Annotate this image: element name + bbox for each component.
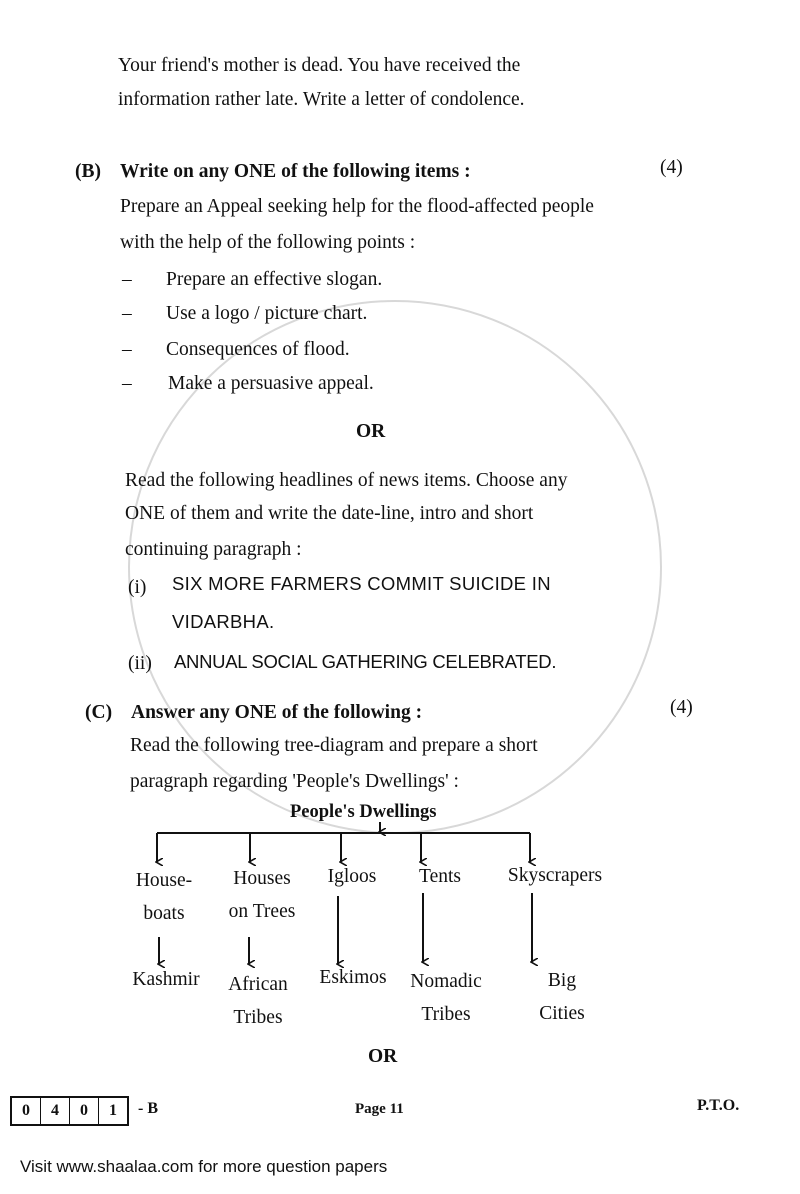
point: Make a persuasive appeal. <box>168 373 374 394</box>
tree-node: Tents <box>419 866 461 887</box>
code-digit: 0 <box>12 1098 41 1124</box>
section-c-heading: Answer any ONE of the following : <box>131 702 423 723</box>
headline: ANNUAL SOCIAL GATHERING CELEBRATED. <box>174 651 557 672</box>
intro-line: information rather late. Write a letter of condolence. <box>118 89 525 110</box>
point: Prepare an effective slogan. <box>166 269 383 290</box>
page-number: Page 11 <box>355 1101 404 1117</box>
tree-node: Houses on Trees <box>228 868 296 922</box>
bullet: – <box>122 303 132 324</box>
or-separator: OR <box>356 421 386 442</box>
section-c-label: (C) <box>85 702 113 723</box>
headline: VIDARBHA. <box>172 611 275 632</box>
tree-root: People's Dwellings <box>290 802 437 822</box>
code-digit: 4 <box>41 1098 70 1124</box>
code-digit: 0 <box>70 1098 99 1124</box>
prompt-line: Read the following tree-diagram and prepare a short <box>130 735 538 756</box>
site-note: Visit www.shaalaa.com for more question papers <box>20 1157 388 1176</box>
headline-number: (i) <box>128 577 147 598</box>
headline-number: (ii) <box>128 653 152 674</box>
paper-code-suffix: - B <box>138 1100 158 1117</box>
prompt-line: Read the following headlines of news items. Choose any <box>125 470 568 491</box>
tree-leaf: Eskimos <box>319 967 387 988</box>
section-b-label: (B) <box>75 161 101 182</box>
section-b-marks: (4) <box>660 157 683 178</box>
prompt-line: continuing paragraph : <box>125 539 302 560</box>
bullet: – <box>122 373 132 394</box>
tree-leaf: African Tribes <box>228 974 288 1028</box>
tree-leaf: Nomadic Tribes <box>410 971 482 1025</box>
prompt-line: Prepare an Appeal seeking help for the flood-affected people <box>120 196 594 217</box>
section-c-marks: (4) <box>670 697 693 718</box>
prompt-line: with the help of the following points : <box>120 232 416 253</box>
point: Use a logo / picture chart. <box>166 303 368 324</box>
tree-node: House- boats <box>135 870 193 924</box>
prompt-line: ONE of them and write the date-line, intro and short <box>125 503 534 524</box>
headline: SIX MORE FARMERS COMMIT SUICIDE IN <box>172 573 551 594</box>
code-digit: 1 <box>109 1102 117 1119</box>
section-b-heading: Write on any ONE of the following items : <box>120 161 471 182</box>
tree-node: Igloos <box>327 866 377 887</box>
intro-line: Your friend's mother is dead. You have received the <box>118 55 521 76</box>
prompt-line: paragraph regarding 'People's Dwellings' : <box>130 771 459 792</box>
tree-leaf: Big Cities <box>539 970 585 1024</box>
tree-leaf: Kashmir <box>132 969 200 990</box>
bullet: – <box>122 269 132 290</box>
tree-node: Skyscrapers <box>507 865 603 886</box>
point: Consequences of flood. <box>166 339 350 360</box>
bullet: – <box>122 339 132 360</box>
pto: P.T.O. <box>697 1097 740 1114</box>
paper-code <box>10 1096 129 1126</box>
or-separator: OR <box>368 1046 398 1067</box>
